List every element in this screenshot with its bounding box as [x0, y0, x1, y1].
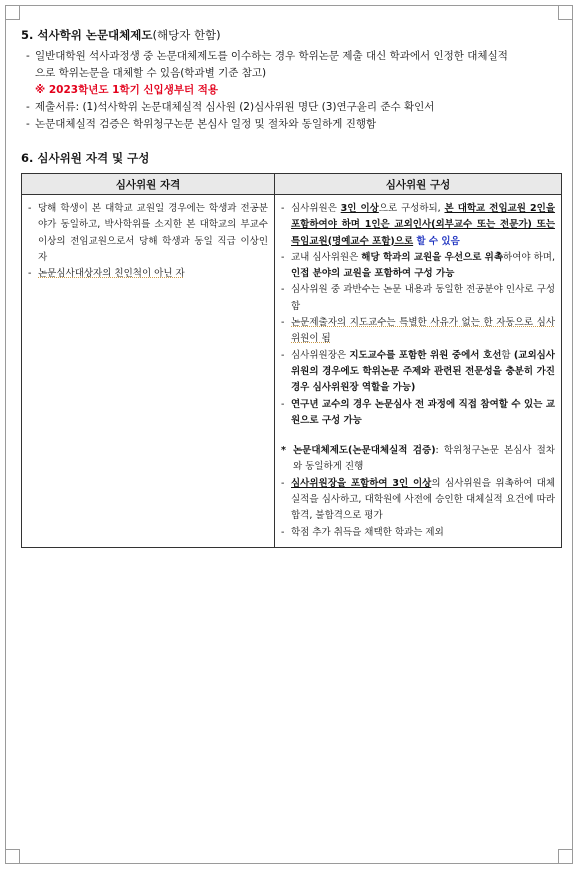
notice-text: ※ 2023학년도 1학기 신입생부터 적용	[35, 84, 219, 96]
table-header-composition: 심사위원 구성	[275, 174, 562, 195]
section5-docs: - 제출서류: (1)석사학위 논문대체실적 심사원 (2)심사위원 명단 (3)연구윤리 준수 확인서	[26, 101, 435, 113]
section5-heading	[21, 28, 561, 42]
composition-item: - 심사위원 중 과반수는 논문 내용과 동일한 전공분야 인사로 구성함	[281, 284, 555, 312]
document-body	[21, 28, 561, 548]
qualification-item: - 당해 학생이 본 대학교 교원일 경우에는 학생과 전공분야가 동일하고, 박사학위를 소지한 본 대학교의 부교수 이상의 전임교원으로서 당해 학생과 동일 직급 이상인 자	[28, 203, 268, 263]
qualification-cell	[22, 195, 275, 548]
section5-review: - 논문대체실적 검증은 학위청구논문 본심사 일정 및 절차와 동일하게 진행함	[26, 118, 377, 130]
section5-number: 5.	[21, 28, 34, 42]
section5-title: 석사학위 논문대체제도	[37, 28, 153, 42]
alternative-note: * 논문대체제도(논문대체실적 검증): 학위청구논문 본심사 절차와 동일하게 진행	[281, 445, 555, 473]
composition-cell	[275, 195, 562, 548]
composition-item: - 심사위원장은 지도교수를 포함한 위원 중에서 호선함 (교외심사위원의 경우에도 학위논문 주제와 관련된 전문성을 충분히 가진 경우 심사위원장 역할을 가능)	[281, 349, 555, 394]
table-header-qualification: 심사위원 자격	[22, 174, 275, 195]
page-corner-mark	[5, 849, 20, 864]
qualification-item: - 논문심사대상자의 친인척이 아닌 자	[28, 268, 185, 280]
section6-heading	[21, 151, 561, 165]
table-row	[22, 195, 562, 548]
section5-bullet: - 일반대학원 석사과정생 중 논문대체제도를 이수하는 경우 학위논문 제출 대신 학과에서 인정한 대체실적 으로 학위논문을 대체할 수 있음(학과별 기준 참고)	[26, 50, 508, 79]
composition-item: - 논문제출자의 지도교수는 특별한 사유가 없는 한 자동으로 심사위원이 됨	[281, 317, 555, 345]
composition-item: - 교내 심사위원은 해당 학과의 교원을 우선으로 위촉하여야 하며, 인접 분야의 교원을 포함하여 구성 가능	[281, 251, 555, 280]
section6-number: 6.	[21, 151, 34, 165]
section6-title: 심사위원 자격 및 구성	[37, 151, 150, 165]
section5-title-note: (해당자 한함)	[152, 28, 221, 42]
committee-table	[21, 173, 562, 548]
section5-bullet-text: 일반대학원 석사과정생 중 논문대체제도를 이수하는 경우 학위논문 제출 대신 학과에서 인정한 대체실적	[35, 50, 508, 62]
section5-notice	[21, 82, 561, 99]
composition-item: - 연구년 교수의 경우 논문심사 전 과정에 직접 참여할 수 있는 교원으로 구성 가능	[281, 398, 555, 426]
page-corner-mark	[558, 849, 573, 864]
table-header-row	[22, 174, 562, 195]
review-text: 논문대체실적 검증은 학위청구논문 본심사 일정 및 절차와 동일하게 진행함	[35, 118, 377, 130]
page-corner-mark	[5, 5, 20, 20]
composition-item: - 학점 추가 취득을 채택한 학과는 제외	[281, 526, 444, 538]
section5-bullet-text: 으로 학위논문을 대체할 수 있음(학과별 기준 참고)	[35, 67, 267, 79]
page-corner-mark	[558, 5, 573, 20]
composition-item: - 심사위원장을 포함하여 3인 이상의 심사위원을 위촉하여 대체실적을 심사하고, 대학원에 사전에 승인한 대체실적 요건에 따라 합격, 불합격으로 평가	[281, 477, 555, 522]
docs-text: 제출서류: (1)석사학위 논문대체실적 심사원 (2)심사위원 명단 (3)연구윤리 준수 확인서	[35, 101, 435, 113]
composition-item: - 심사위원은 3인 이상으로 구성하되, 본 대학교 전임교원 2인을 포함하여야 하며 1인은 교외인사(외부교수 또는 전문가) 또는 특임교원(명예교수 포함)으로 할 수 있음	[281, 203, 556, 247]
